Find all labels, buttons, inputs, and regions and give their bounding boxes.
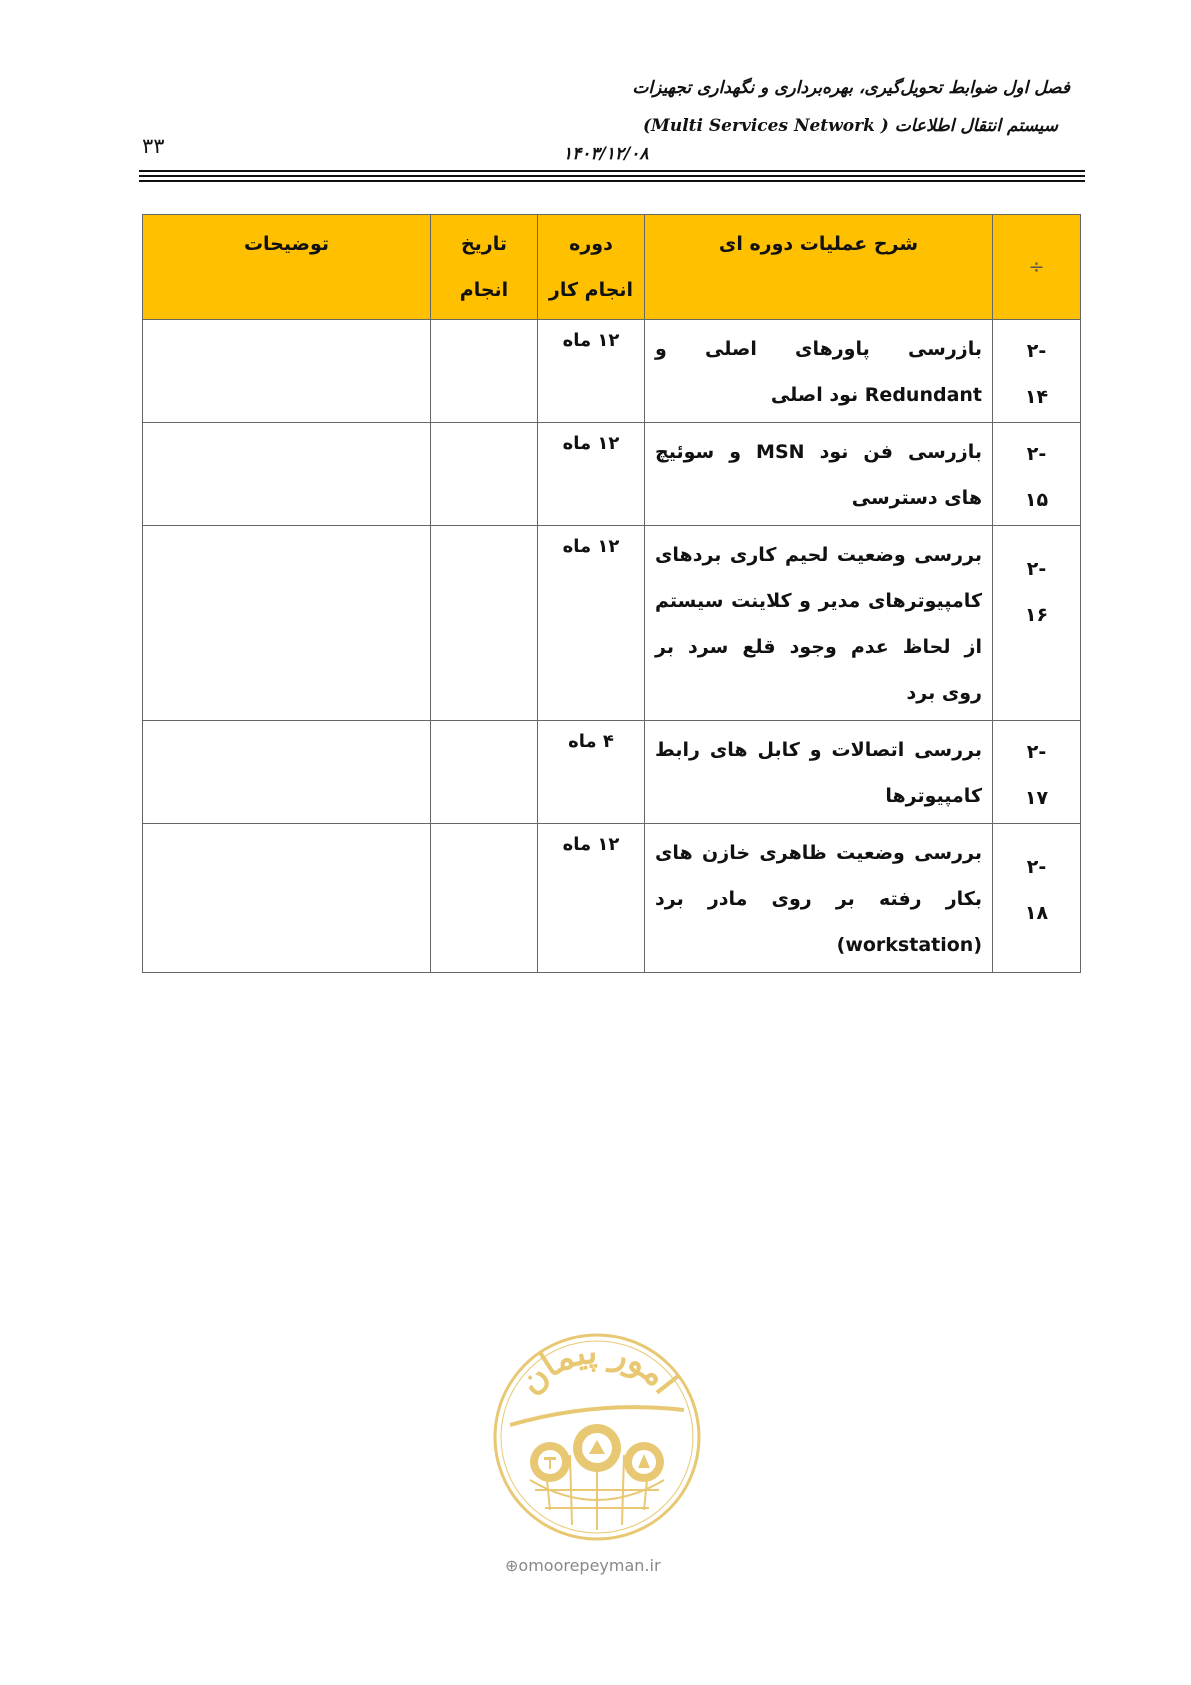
chapter-title: فصل اول ضوابط تحویل‌گیری، بهره‌برداری و نگهداری تجهیزات xyxy=(632,78,1070,98)
svg-text:امور پیمان: امور پیمان xyxy=(510,1331,685,1402)
row-date xyxy=(431,721,538,824)
row-date xyxy=(431,423,538,526)
row-period: ۴ ماه xyxy=(538,721,645,824)
table-row xyxy=(143,526,1081,721)
row-notes xyxy=(143,824,431,973)
row-description: بازرسی فن نود MSN و سوئیچ های دسترسی xyxy=(645,423,993,526)
row-description: بررسی وضعیت ظاهری خازن های بکار رفته بر روی مادر برد (workstation) xyxy=(645,824,993,973)
row-index: -۲ ۱۸ xyxy=(993,824,1081,973)
row-index: -۲ ۱۶ xyxy=(993,526,1081,721)
watermark-site: ⊕omoorepeyman.ir xyxy=(505,1556,661,1575)
row-period: ۱۲ ماه xyxy=(538,824,645,973)
row-period: ۱۲ ماه xyxy=(538,320,645,423)
row-period: ۱۲ ماه xyxy=(538,526,645,721)
header-rule xyxy=(139,180,1085,182)
table-row xyxy=(143,320,1081,423)
row-index: -۲ ۱۵ xyxy=(993,423,1081,526)
document-date: ۱۴۰۳/۱۲/۰۸ xyxy=(563,144,649,164)
table-row xyxy=(143,824,1081,973)
row-notes xyxy=(143,721,431,824)
watermark-logo xyxy=(490,1330,704,1544)
header-index: ÷ xyxy=(993,215,1081,320)
row-date xyxy=(431,526,538,721)
row-notes xyxy=(143,526,431,721)
row-period: ۱۲ ماه xyxy=(538,423,645,526)
row-description: بازرسی پاورهای اصلی و Redundant نود اصلی xyxy=(645,320,993,423)
table-row xyxy=(143,423,1081,526)
row-date xyxy=(431,320,538,423)
header-description: شرح عملیات دوره ای xyxy=(645,215,993,320)
globe-icon: ⊕ xyxy=(505,1556,519,1575)
row-date xyxy=(431,824,538,973)
row-index: -۲ ۱۴ xyxy=(993,320,1081,423)
header-date: تاریخ انجام xyxy=(431,215,538,320)
row-description: بررسی اتصالات و کابل های رابط کامپیوترها xyxy=(645,721,993,824)
row-description: بررسی وضعیت لحیم کاری بردهای کامپیوترهای مدیر و کلاینت سیستم از لحاظ عدم وجود قلع سرد بر روی برد xyxy=(645,526,993,721)
row-notes xyxy=(143,320,431,423)
row-index: -۲ ۱۷ xyxy=(993,721,1081,824)
table-row xyxy=(143,721,1081,824)
maintenance-table xyxy=(142,214,1081,973)
row-notes xyxy=(143,423,431,526)
header-period: دوره انجام کار xyxy=(538,215,645,320)
header-rule xyxy=(139,175,1085,177)
header-rule xyxy=(139,170,1085,172)
page-number: ۳۳ xyxy=(142,134,165,158)
header-notes: توضیحات xyxy=(143,215,431,320)
system-title: سیستم انتقال اطلاعات ( Multi Services Network) xyxy=(642,116,1058,136)
